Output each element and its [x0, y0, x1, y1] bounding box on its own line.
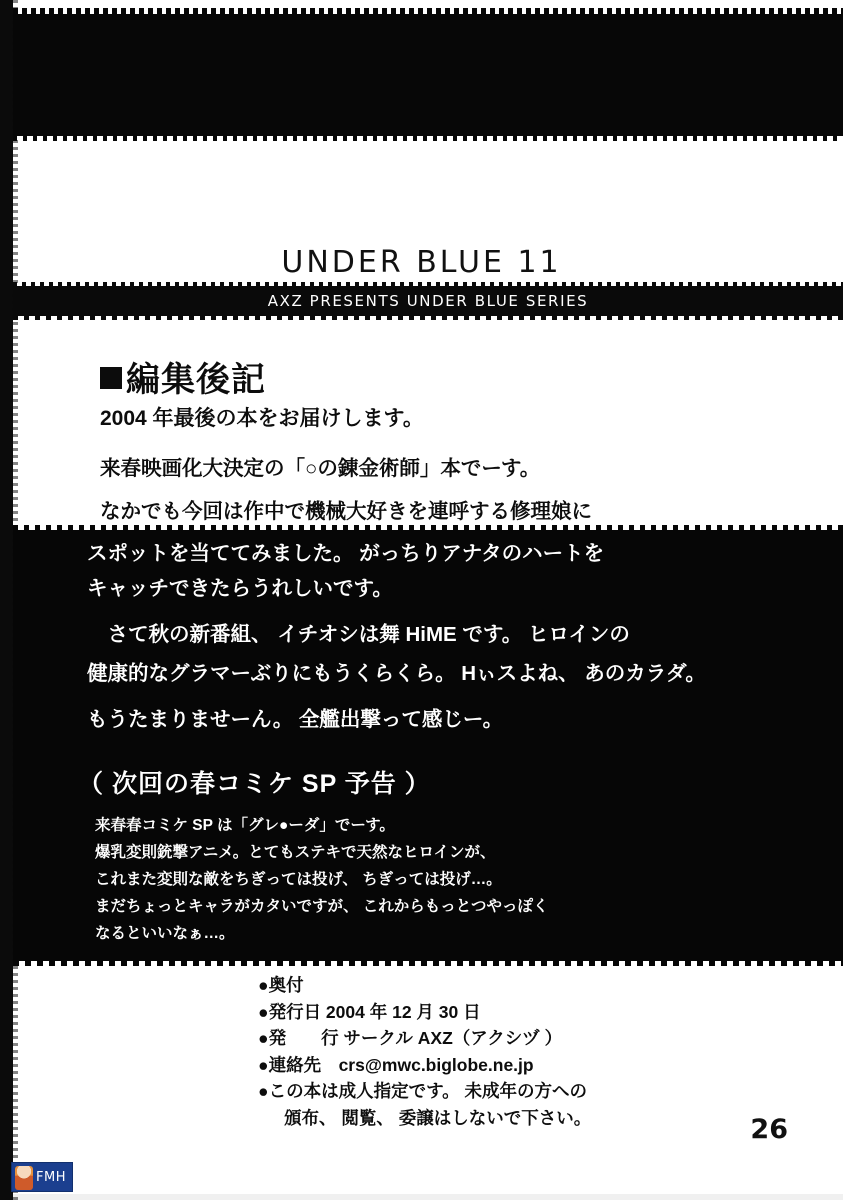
colophon-line: ●奥付: [258, 975, 304, 995]
colophon-contact-line: ●連絡先 crs@mwc.biglobe.ne.jp: [258, 1054, 534, 1075]
colophon-line: ●発行日 2004 年 12 月 30 日: [258, 1001, 481, 1022]
next-issue-line: 来春春コミケ SP は「グレ●ーダ」でーす。: [95, 817, 395, 834]
afterword-p2-line1: スポットを当ててみました。 がっちりアナタのハートを: [87, 542, 605, 565]
scan-edge-artifact: [0, 0, 13, 1200]
fmh-watermark: [11, 1162, 73, 1192]
afterword-p3-line1: さて秋の新番組、 イチオシは舞 HiME です。 ヒロインの: [87, 623, 630, 646]
next-issue-line: 爆乳変則銃撃アニメ。とてもステキで天然なヒロインが、: [95, 844, 496, 861]
bullet-square-icon: [100, 367, 122, 389]
series-banner: AXZ PRESENTS UNDER BLUE SERIES: [13, 286, 843, 316]
masthead: [0, 245, 843, 280]
afterword-p1-line2: なかでも今回は作中で機械大好きを連呼する修理娘に: [100, 500, 592, 523]
afterword-p3-line3: もうたまりませーん。 全艦出撃って感じー。: [87, 708, 504, 731]
mascot-icon: [15, 1166, 33, 1190]
colophon-indent-line: 頒布、 閲覧、 委譲はしないで下さい。: [284, 1107, 592, 1128]
page-number: 26: [750, 1114, 788, 1145]
afterword-p2-line2: キャッチできたらうれしいです。: [87, 577, 393, 600]
next-issue-line: なるといいなぁ…。: [95, 925, 235, 942]
afterword-heading: [100, 352, 266, 401]
next-issue-line: まだちょっとキャラがカタいですが、 これからもっとつやっぽく: [95, 898, 549, 915]
afterword-p1-line1: 来春映画化大決定の「○の錬金術師」本でーす。: [100, 457, 541, 480]
colophon-line: ●発 行 サークル AXZ（アクシヅ ）: [258, 1028, 563, 1048]
afterword-lead: 2004 年最後の本をお届けします。: [100, 407, 424, 430]
next-issue-line: これまた変則な敵をちぎっては投げ、 ちぎっては投げ…。: [95, 871, 502, 888]
afterword-heading-label: 編集後記: [126, 361, 266, 399]
top-black-panel: [13, 14, 843, 136]
colophon-line: ●この本は成人指定です。 未成年の方への: [258, 1081, 588, 1101]
footer-shadow: [13, 1194, 843, 1200]
publication-title: UNDER BLUE 11: [281, 245, 562, 280]
afterword-p3-line2: 健康的なグラマーぶりにもうくらくら。 Hぃスよね、 あのカラダ。: [87, 662, 706, 685]
next-issue-body: [95, 812, 549, 947]
next-issue-title: （ 次回の春コミケ SP 予告 ）: [78, 770, 431, 798]
fmh-watermark-label: FMH: [36, 1169, 66, 1185]
colophon: [258, 972, 591, 1131]
